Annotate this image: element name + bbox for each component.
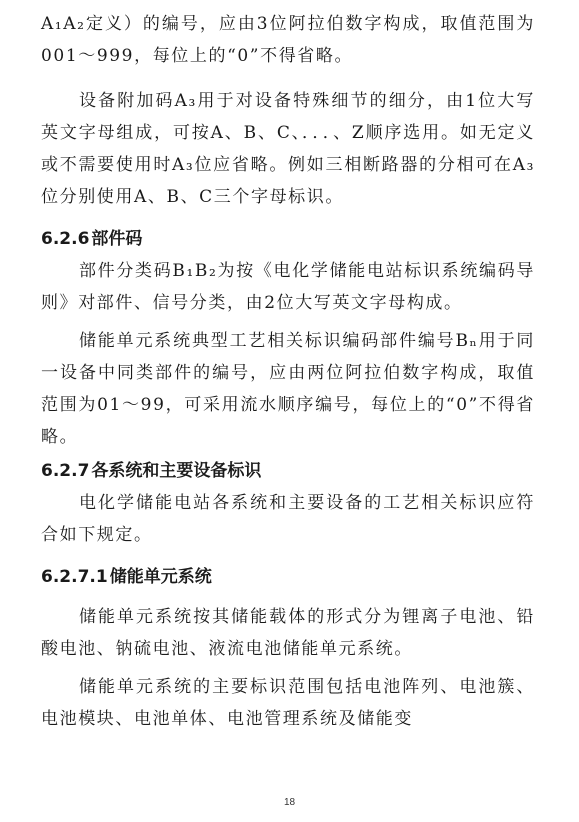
- paragraph-storage-types: 储能单元系统按其储能载体的形式分为锂离子电池、铅酸电池、钠硫电池、液流电池储能单元系统。: [41, 607, 535, 659]
- section-title: 部件码: [91, 229, 143, 249]
- section-number: 6.2.7: [41, 461, 90, 481]
- section-title: 储能单元系统: [109, 567, 212, 587]
- paragraph-component-number: 储能单元系统典型工艺相关标识编码部件编号Bₙ用于同一设备中同类部件的编号，应由两位阿拉伯数字构成，取值范围为01～99，可采用流水顺序编号，每位上的“0”不得省略。: [41, 331, 535, 447]
- paragraph-device-suffix: 设备附加码A₃用于对设备特殊细节的细分，由1位大写英文字母组成，可按A、B、C、．．．、Z顺序选用。如无定义或不需要使用时A₃位应省略。例如三相断路器的分相可在A₃位分别使用A、B、C三个字母标识。: [41, 91, 535, 207]
- page-number: 18: [283, 797, 296, 808]
- paragraph-component-class: 部件分类码B₁B₂为按《电化学储能电站标识系统编码导则》对部件、信号分类，由2位大写英文字母构成。: [41, 261, 535, 313]
- section-heading-6-2-7: [41, 455, 535, 487]
- paragraph-device-number: A₁A₂定义）的编号，应由3位阿拉伯数字构成，取值范围为001～999，每位上的“0”不得省略。: [41, 14, 535, 66]
- section-title: 各系统和主要设备标识: [91, 461, 262, 481]
- section-heading-6-2-7-1: [41, 561, 535, 593]
- paragraph-storage-scope: 储能单元系统的主要标识范围包括电池阵列、电池簇、电池模块、电池单体、电池管理系统及储能变: [41, 677, 535, 729]
- section-number: 6.2.7.1: [41, 567, 108, 587]
- section-heading-6-2-6: [41, 223, 535, 255]
- section-number: 6.2.6: [41, 229, 90, 249]
- paragraph-systems-rule: 电化学储能电站各系统和主要设备的工艺相关标识应符合如下规定。: [41, 493, 535, 545]
- document-page: [41, 8, 535, 735]
